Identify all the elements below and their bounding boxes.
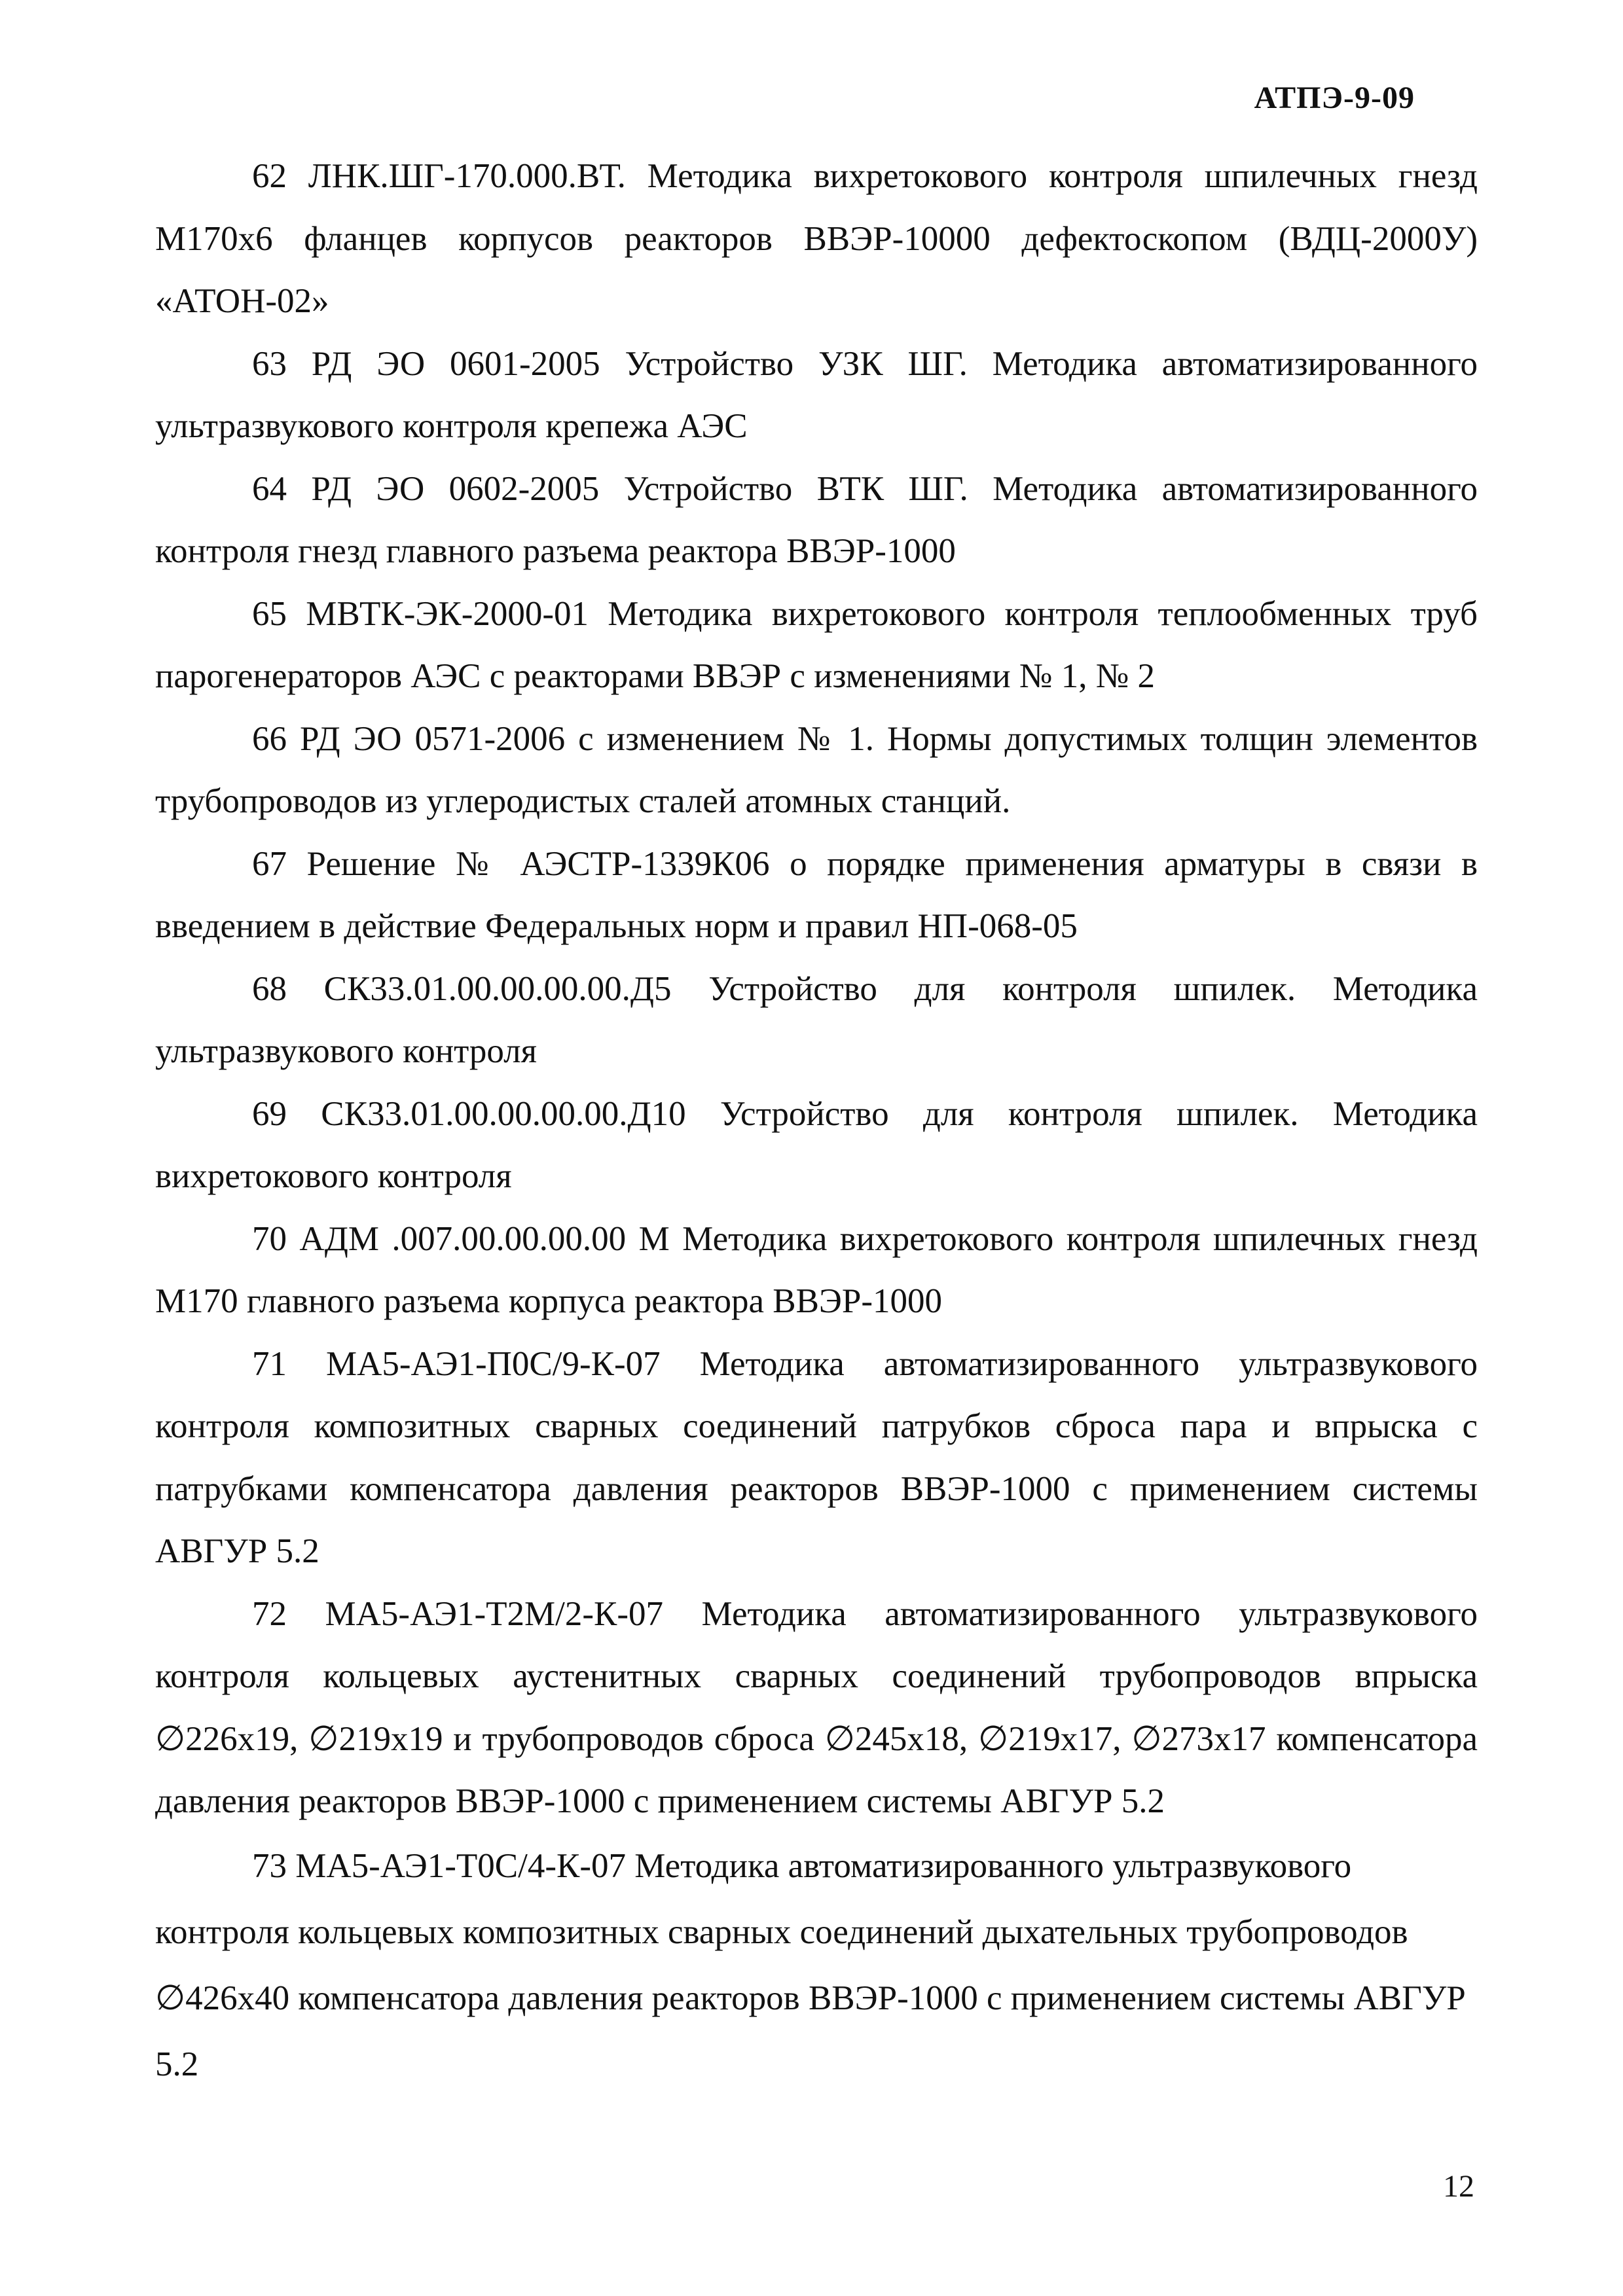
reference-entry-67: 67 Решение № АЭСТР-1339К06 о порядке применения арматуры в связи в введением в действие Федеральных норм и правил НП-068-05 bbox=[155, 844, 1478, 945]
reference-entry-65: 65 МВТК-ЭК-2000-01 Методика вихретокового контроля теплообменных труб парогенераторов АЭС с реакторами ВВЭР с изменениями № 1, № 2 bbox=[155, 594, 1478, 695]
reference-entry-62: 62 ЛНК.ШГ-170.000.ВТ. Методика вихретокового контроля шпилечных гнезд М170х6 фланцев корпусов реакторов ВВЭР-10000 дефектоскопом (ВДЦ-2000У) «АТОН-02» bbox=[155, 157, 1478, 320]
reference-entry-73: 73 МА5-АЭ1-Т0С/4-К-07 Методика автоматизированного ультразвукового контроля кольцевых композитных сварных соединений дыхательных трубопроводов ∅426х40 компенсатора давления реакторов ВВЭР-1000 с применением системы АВГУР 5.2 bbox=[155, 1846, 1466, 2083]
page-number: 12 bbox=[1443, 2169, 1474, 2204]
reference-entry-68: 68 СК33.01.00.00.00.00.Д5 Устройство для контроля шпилек. Методика ультразвукового контроля bbox=[155, 969, 1478, 1070]
reference-list bbox=[155, 145, 1478, 2098]
reference-entry-70: 70 АДМ .007.00.00.00.00 М Методика вихретокового контроля шпилечных гнезд М170 главного разъема корпуса реактора ВВЭР-1000 bbox=[155, 1219, 1478, 1320]
reference-entry-63: 63 РД ЭО 0601-2005 Устройство УЗК ШГ. Методика автоматизированного ультразвукового контроля крепежа АЭС bbox=[155, 344, 1478, 445]
reference-entry-71: 71 МА5-АЭ1-П0С/9-К-07 Методика автоматизированного ультразвукового контроля композитных сварных соединений патрубков сброса пара и впрыска с патрубками компенсатора давления реакторов ВВЭР-1000 с применением системы АВГУР 5.2 bbox=[155, 1344, 1478, 1570]
reference-entry-64: 64 РД ЭО 0602-2005 Устройство ВТК ШГ. Методика автоматизированного контроля гнезд главного разъема реактора ВВЭР-1000 bbox=[155, 469, 1478, 570]
document-code: АТПЭ-9-09 bbox=[1254, 81, 1415, 115]
reference-entry-72: 72 МА5-АЭ1-Т2М/2-К-07 Методика автоматизированного ультразвукового контроля кольцевых аустенитных сварных соединений трубопроводов впрыска ∅226х19, ∅219х19 и трубопроводов сброса ∅245х18, ∅219х17, ∅273х17 компенсатора давления реакторов ВВЭР-1000 с применением системы АВГУР 5.2 bbox=[155, 1594, 1478, 1820]
reference-entry-66: 66 РД ЭО 0571-2006 с изменением № 1. Нормы допустимых толщин элементов трубопроводов из углеродистых сталей атомных станций. bbox=[155, 719, 1478, 820]
reference-entry-69: 69 СК33.01.00.00.00.00.Д10 Устройство для контроля шпилек. Методика вихретокового контроля bbox=[155, 1094, 1478, 1195]
